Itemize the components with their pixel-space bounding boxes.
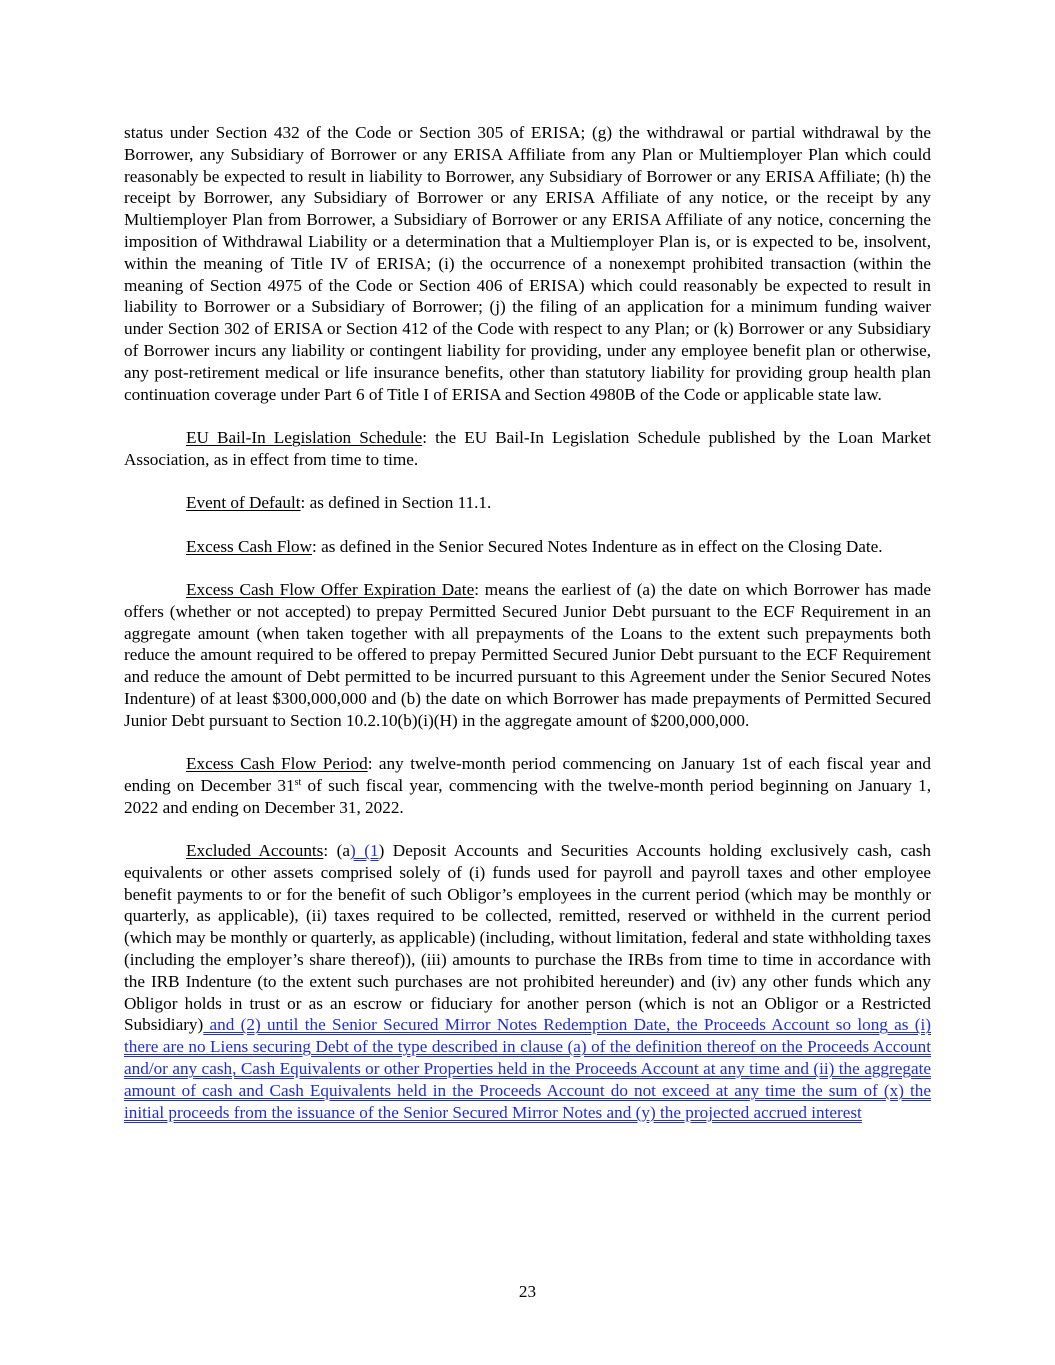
definition-excluded-accounts [124,840,931,1123]
definition-text: : any twelve-month period commencing on January 1st of each fiscal year and ending on December 31 [124,754,931,795]
page-number: 23 [518,1282,537,1301]
definition-text: : as defined in Section 11.1. [300,493,492,513]
inserted-text-proceeds-account: and (2) until the Senior Secured Mirror Notes Redemption Date, the Proceeds Account so long as (i) there are no Liens securing Debt of the type described in clause (a) of the definition thereof on the Proceeds Account and/or any cash, Cash Equivalents or other Properties held in the Proceeds Account at any time and (ii) the aggregate amount of cash and Cash Equivalents held in the Proceeds Account do not exceed at any time the sum of (x) the initial proceeds from the issuance of the Senior Secured Mirror Notes and (y) the projected accrued interest [124,1015,931,1122]
definition-text: : (a [323,841,351,861]
definition-excess-cash-flow [124,536,931,558]
definition-text: : as defined in the Senior Secured Notes Indenture as in effect on the Closing Date. [312,536,883,556]
definition-eu-bail-in-legislation-schedule [124,427,931,471]
definition-text-continued: ) Deposit Accounts and Securities Accounts holding exclusively cash, cash equivalents or other assets comprised solely of (i) funds used for payroll and payroll taxes and other employee benefit payments to or for the benefit of such Obligor’s employees in the current period (which may be monthly or quarterly, as applicable), (ii) taxes required to be collected, remitted, reserved or withheld in the current period (which may be monthly or quarterly, as applicable) (including, without limitation, federal and state withholding taxes (including the employer’s share thereof)), (iii) amounts to purchase the IRBs from time to time in accordance with the IRB Indenture (to the extent such purchases are not prohibited hereunder) and (iv) any other funds which any Obligor holds in trust or as an escrow or fiduciary for another person (which is not an Obligor or a Restricted Subsidiary) [124,841,931,1035]
definition-text: : the EU Bail-In Legislation Schedule published by the Loan Market Association, as in effect from time to time. [124,427,931,469]
defined-term: Excess Cash Flow Offer Expiration Date [186,579,475,599]
definition-text: : means the earliest of (a) the date on which Borrower has made offers (whether or not accepted) to prepay Permitted Secured Junior Debt pursuant to the ECF Requirement in an aggregate amount (when taken together with all prepayments of the Loans to the extent such prepayments both reduce the amount required to be offered to prepay Permitted Secured Junior Debt pursuant to the ECF Requirement and reduce the amount of Debt permitted to be incurred pursuant to this Agreement under the Senior Secured Notes Indenture) of at least $300,000,000 and (b) the date on which Borrower has made prepayments of Permitted Secured Junior Debt pursuant to Section 10.2.10(b)(i)(H) in the aggregate amount of $200,000,000. [124,579,932,730]
defined-term: Excluded Accounts [186,841,324,861]
document-page [124,122,931,1145]
defined-term: Event of Default [186,493,301,513]
paragraph-erisa-event-continued: status under Section 432 of the Code or Section 305 of ERISA; (g) the withdrawal or partial withdrawal by the Borrower, any Subsidiary of Borrower or any ERISA Affiliate from any Plan or Multiemployer Plan which could reasonably be expected to result in liability to Borrower, any Subsidiary of Borrower or any ERISA Affiliate; (h) the receipt by Borrower, any Subsidiary of Borrower or any ERISA Affiliate of any notice, or the receipt by any Multiemployer Plan from Borrower, a Subsidiary of Borrower or any ERISA Affiliate of any notice, concerning the imposition of Withdrawal Liability or a determination that a Multiemployer Plan is, or is expected to be, insolvent, within the meaning of Title IV of ERISA; (i) the occurrence of a nonexempt prohibited transaction (within the meaning of Section 4975 of the Code or Section 406 of ERISA) which could reasonably be expected to result in liability to Borrower or a Subsidiary of Borrower; (j) the filing of an application for a minimum funding waiver under Section 302 of ERISA or Section 412 of the Code with respect to any Plan; or (k) Borrower or any Subsidiary of Borrower incurs any liability or contingent liability for providing, under any employee benefit plan or otherwise, any post-retirement medical or life insurance benefits, other than statutory liability for providing group health plan continuation coverage under Part 6 of Title I of ERISA and Section 4980B of the Code or applicable state law. [124,123,931,404]
definition-excess-cash-flow-period [124,753,931,818]
defined-term: EU Bail-In Legislation Schedule [186,427,423,447]
defined-term: Excess Cash Flow Period [186,754,368,774]
ordinal-superscript: st [294,776,302,788]
definition-excess-cash-flow-offer-expiration-date [124,579,931,732]
defined-term: Excess Cash Flow [186,536,313,556]
definition-event-of-default [124,492,931,514]
inserted-text-marker: ) (1 [350,841,379,861]
definition-text-continued: of such fiscal year, commencing with the twelve-month period beginning on January 1, 2022 and ending on December 31, 2022. [124,775,931,817]
